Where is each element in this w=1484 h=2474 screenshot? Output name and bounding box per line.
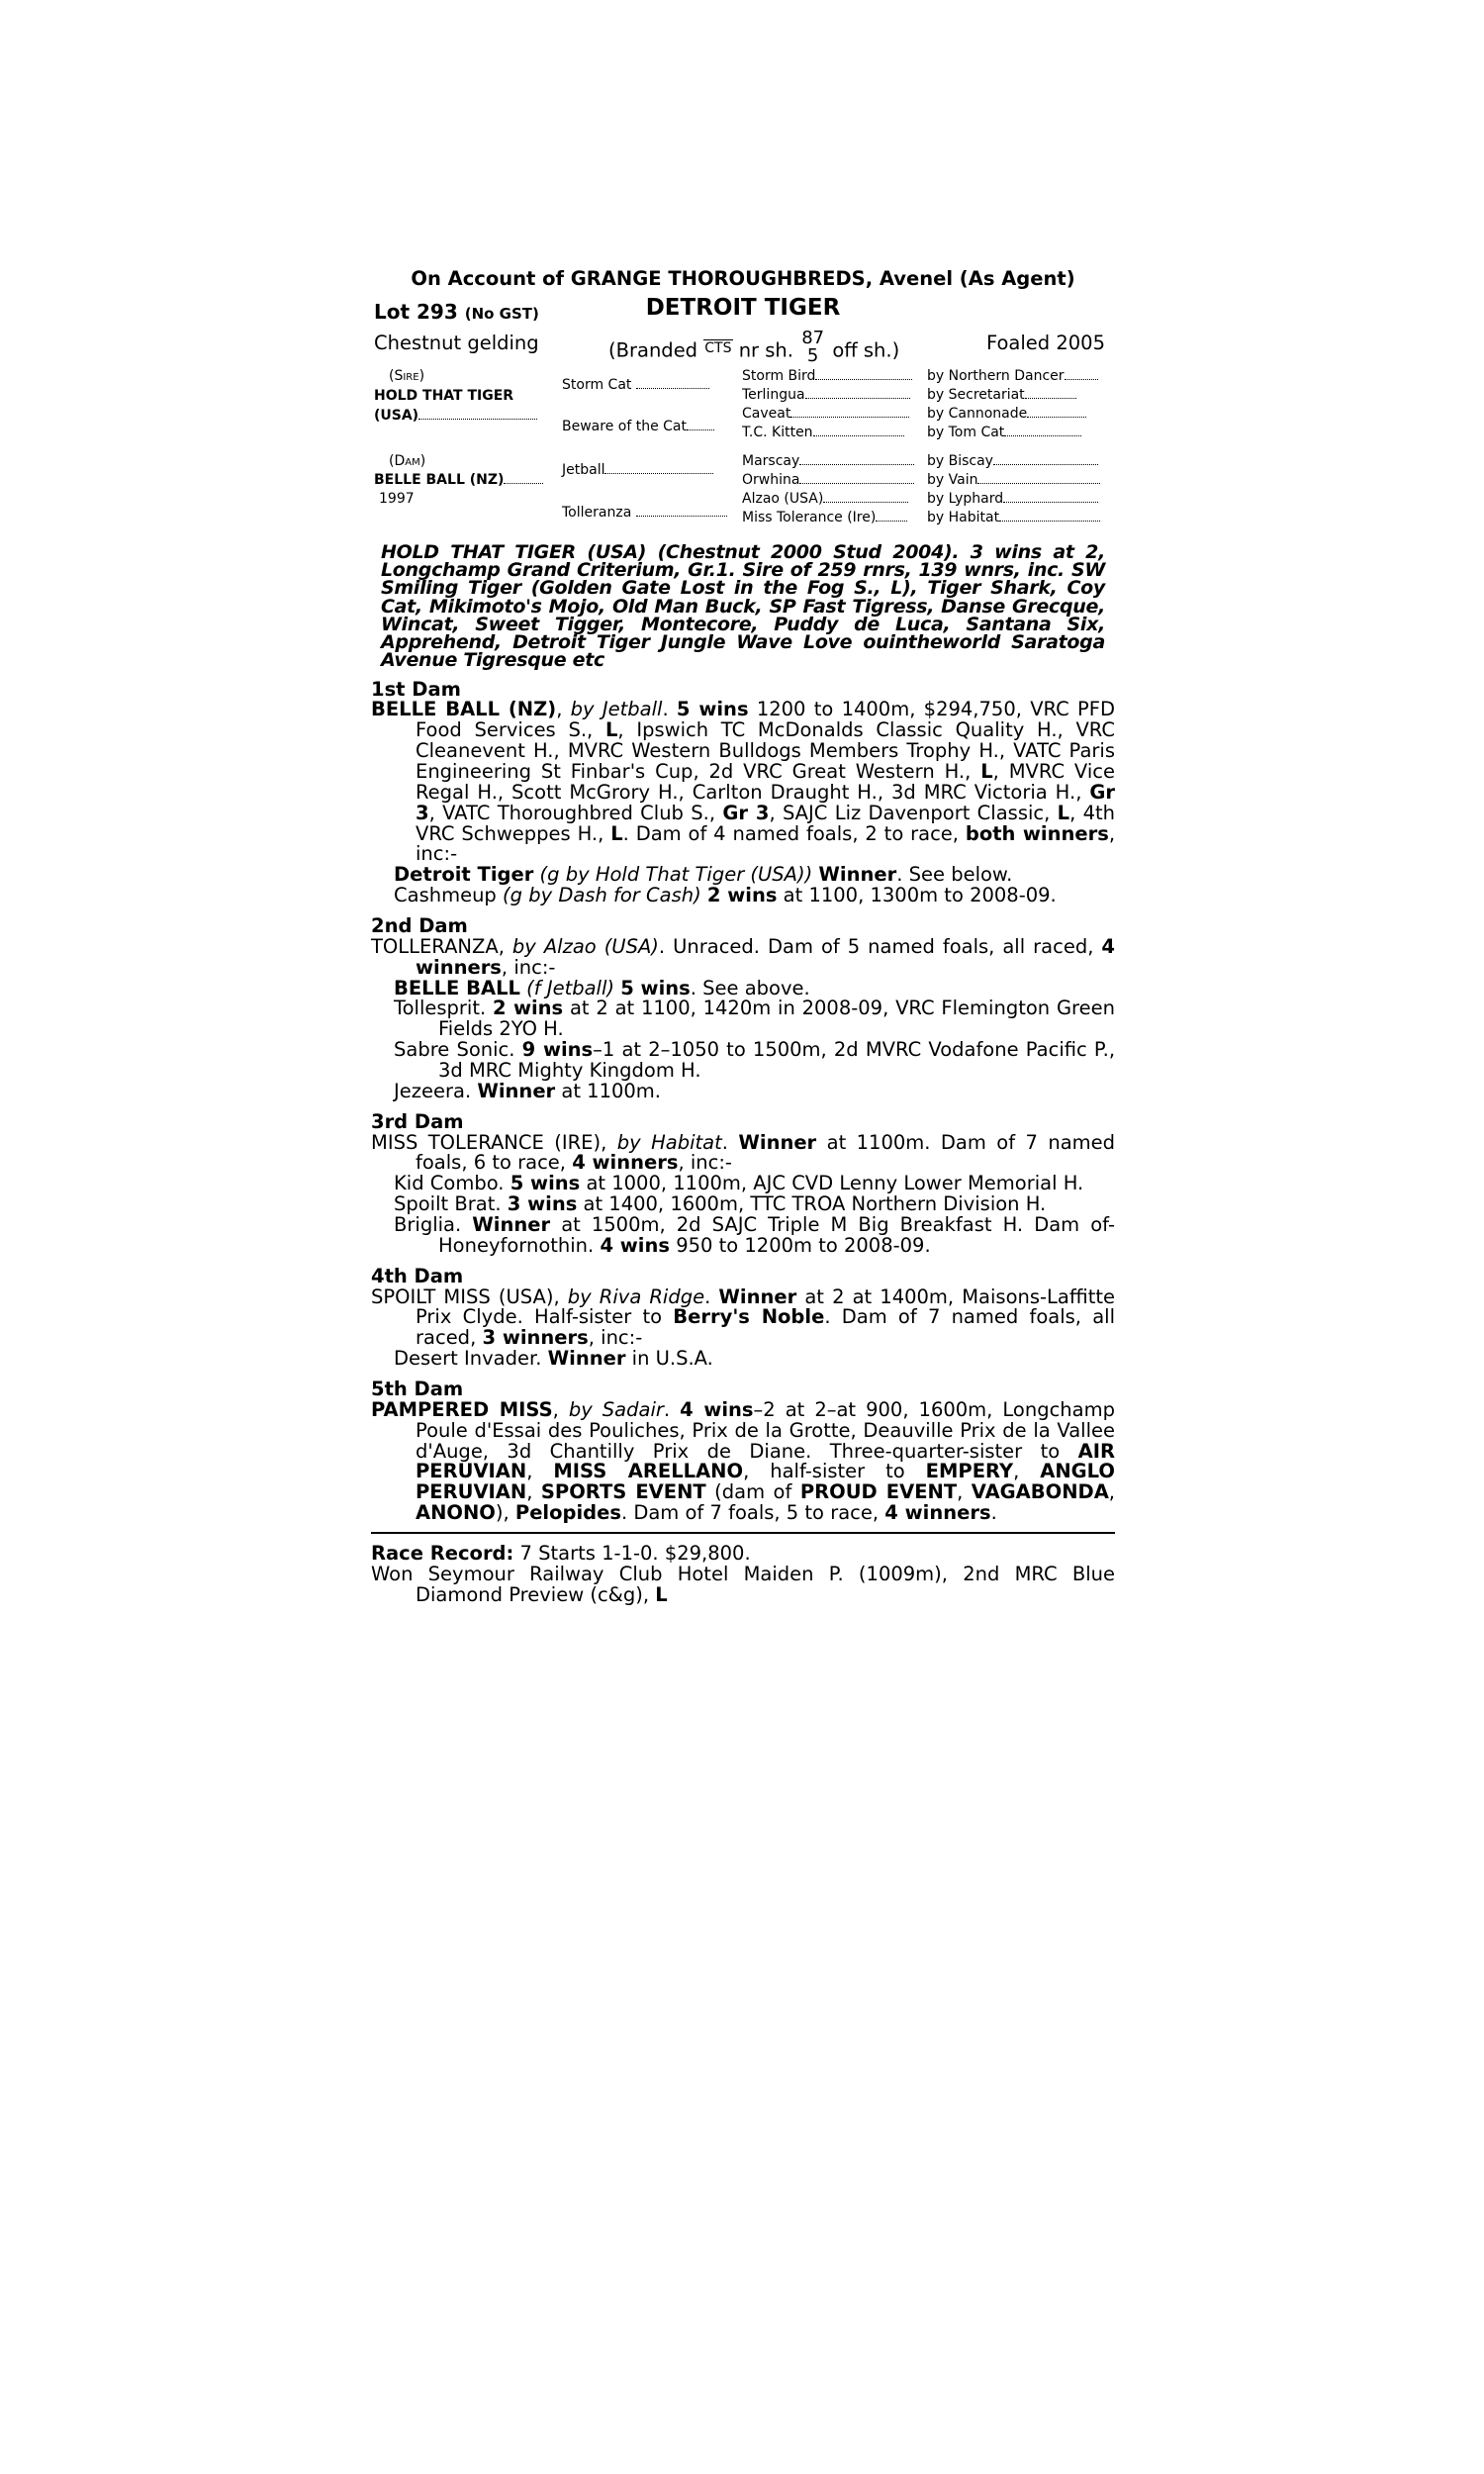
- dam-wins: Winner: [738, 1130, 817, 1154]
- great-name: Caveat: [742, 405, 791, 422]
- text: at 1000, 1100m, AJC CVD Lenny Lower Memorial H.: [586, 1172, 1084, 1195]
- section-heading: 1st Dam: [371, 677, 461, 701]
- group-mark: Gr 3: [416, 780, 1115, 824]
- great-1: [742, 369, 912, 384]
- ggreat-6: [927, 473, 1100, 488]
- great-5: [742, 454, 914, 469]
- sibling-name: VAGABONDA: [971, 1480, 1109, 1504]
- dam-wins: 5 wins: [676, 698, 749, 721]
- sibling-name: EMPERY: [925, 1460, 1014, 1483]
- grand-sire-dam: [562, 420, 714, 434]
- progeny-name: Jezeera.: [394, 1079, 472, 1102]
- lot-label: Lot 293: [374, 299, 458, 324]
- colour-sex: Chestnut gelding: [374, 331, 539, 354]
- brand-mark: [703, 341, 732, 356]
- sibling-name: MISS ARELLANO: [553, 1460, 744, 1483]
- sibling-name: ANONO: [416, 1501, 496, 1525]
- ggreat-name: by Vain: [927, 471, 978, 488]
- dam-name: PAMPERED MISS: [371, 1397, 553, 1421]
- text: , inc:-: [588, 1326, 643, 1350]
- text: at 1100m. Dam of 7 named foals, 6 to race,: [416, 1130, 1116, 1175]
- brand-mid: nr sh.: [738, 338, 793, 362]
- text: , MVRC Vice Regal H., Scott McGrory H., Carlton Draught H., 3d MRC Victoria H.,: [416, 759, 1115, 804]
- gst-note: (No GST): [464, 304, 539, 323]
- brand-top: 87: [801, 327, 825, 348]
- text: in U.S.A.: [631, 1347, 713, 1371]
- ggreat-name: by Biscay: [927, 452, 993, 469]
- text: . Dam of 7 foals, 5 to race,: [620, 1501, 880, 1525]
- grand-progeny-name: Honeyfornothin.: [438, 1233, 595, 1257]
- brand-prefix: (Branded: [608, 338, 698, 362]
- section-heading: 4th Dam: [371, 1264, 464, 1287]
- progeny-entry: [371, 1194, 1115, 1215]
- text: (dam of: [714, 1480, 792, 1504]
- progeny-sire: (g by Hold That Tiger (USA)): [539, 863, 813, 887]
- progeny-wins: 3 wins: [507, 1192, 578, 1216]
- dam-sire: by Alzao (USA): [511, 934, 659, 958]
- first-dam-section: [371, 677, 1116, 907]
- winners-count: 4 winners: [416, 934, 1115, 979]
- dam-name: [374, 473, 543, 488]
- progeny-entry: [371, 999, 1115, 1040]
- text: –1 at 2–1050 to 1500m, 2d MVRC Vodafone Pacific P., 3d MRC Mighty Kingdom H.: [438, 1038, 1116, 1082]
- dam-record: [371, 934, 1115, 979]
- ggreat-name: by Habitat: [927, 509, 1000, 525]
- grand-name: Jetball: [562, 461, 605, 478]
- text: , SAJC Liz Davenport Classic,: [769, 801, 1051, 824]
- sire-country: [374, 409, 537, 424]
- ggreat-name: by Lyphard: [927, 490, 1004, 507]
- text: at 2 at 1100, 1420m in 2008-09, VRC Flemington Green Fields 2YO H.: [438, 997, 1115, 1041]
- ggreat-name: by Secretariat: [927, 386, 1025, 403]
- horse-name: DETROIT TIGER: [645, 294, 841, 321]
- progeny-entry: [371, 976, 1115, 999]
- horse-details: [371, 326, 1115, 366]
- sibling-name: Pelopides: [514, 1501, 621, 1525]
- dam-sire: by Habitat: [616, 1130, 722, 1154]
- sire-country-text: (USA): [374, 407, 419, 424]
- progeny-wins: Winner: [818, 863, 897, 887]
- great-name: T.C. Kitten: [742, 424, 813, 440]
- text: , inc:-: [501, 955, 556, 979]
- text: at 2 at 1400m, Maisons-Laffitte Prix Clyde. Half-sister to: [416, 1285, 1116, 1329]
- text: , inc:-: [416, 821, 1116, 866]
- race-record-section: [371, 1544, 1115, 1606]
- divider: [371, 1532, 1115, 1534]
- dam-name: TOLLERANZA,: [371, 934, 505, 958]
- progeny-name: Cashmeup: [394, 884, 497, 907]
- pedigree-table: [371, 367, 1115, 531]
- race-record: [371, 1544, 1115, 1565]
- progeny-name: BELLE BALL: [394, 976, 520, 999]
- sibling-name: AIR PERUVIAN: [416, 1439, 1116, 1483]
- text: , half-sister to: [743, 1460, 905, 1483]
- section-heading: 5th Dam: [371, 1378, 464, 1400]
- progeny-entry: [371, 886, 1115, 906]
- progeny-entry: [371, 865, 1115, 886]
- great-6: [742, 473, 914, 488]
- text: at 1500m, 2d SAJC Triple M Big Breakfast H. Dam of-: [561, 1212, 1115, 1236]
- ggreat-name: by Northern Dancer: [927, 367, 1065, 384]
- section-heading: 2nd Dam: [371, 913, 468, 937]
- dam-year: 1997: [379, 490, 415, 507]
- dam-sire: by Riva Ridge: [567, 1285, 705, 1308]
- brand-suffix: off sh.): [832, 338, 900, 362]
- dam-record: SPOILT MISS (USA), by Riva Ridge. Winner at 2 at 1400m, Maisons-Laffitte Prix Clyde. Half-sister to Berry's Noble. Dam of 7 named foals, all raced, 3 winners, inc:-: [371, 1285, 1116, 1350]
- text: 950 to 1200m to 2008-09.: [676, 1233, 931, 1257]
- winners-count: 4 winners: [572, 1151, 679, 1175]
- listed-mark: L: [604, 718, 618, 742]
- listed-mark: L: [1057, 801, 1070, 824]
- vendor-line: On Account of GRANGE THOROUGHBREDS, Avenel (As Agent): [411, 267, 1075, 290]
- great-name: Orwhina: [742, 471, 800, 488]
- text: , Ipswich TC McDonalds Classic Quality H., VRC Cleanevent H., MVRC Western Bulldogs Members Trophy H., VATC Paris Engineering St Finbar's Cup, 2d VRC Great Western H.,: [416, 718, 1115, 783]
- dam-sire: by Jetball: [570, 698, 663, 721]
- progeny-sire: (g by Dash for Cash): [503, 884, 701, 907]
- brand-bottom: 5: [806, 344, 819, 366]
- race-record-label: Race Record:: [371, 1542, 514, 1566]
- grand-dam-dam: [562, 506, 727, 521]
- text: .: [990, 1501, 997, 1525]
- progeny-entry: [371, 1174, 1115, 1194]
- text: . Dam of 7 named foals, all raced,: [416, 1305, 1116, 1350]
- progeny-name: Briglia.: [394, 1212, 462, 1236]
- great-name: Terlingua: [742, 386, 805, 403]
- progeny-wins: Winner: [547, 1347, 626, 1371]
- foaled-year: Foaled 2005: [985, 331, 1105, 354]
- great-8: [742, 511, 907, 525]
- text: . See below.: [896, 863, 1013, 887]
- text: . Dam of 4 named foals, 2 to race,: [622, 821, 959, 845]
- text: –2 at 2–at 900, 1600m, Longchamp Poule d'Essai des Pouliches, Prix de la Grotte, Deauville Prix de la Vallee d'Auge, 3d Chantilly Prix de Diane. Three-quarter-sister to: [416, 1397, 1115, 1463]
- progeny-sire: (f Jetball): [526, 976, 614, 999]
- progeny-wins: 5 wins: [510, 1172, 581, 1195]
- listed-mark: L: [980, 759, 993, 783]
- winners-count: both winners: [965, 821, 1109, 845]
- ggreat-1: [927, 369, 1098, 384]
- dam-wins: Winner: [718, 1285, 797, 1308]
- dam-name: BELLE BALL (NZ): [371, 698, 557, 721]
- progeny-wins: 2 wins: [706, 884, 778, 907]
- great-name: Storm Bird: [742, 367, 816, 384]
- progeny-wins: 2 wins: [493, 997, 564, 1020]
- progeny-name: Detroit Tiger: [394, 863, 534, 887]
- section-heading: 3rd Dam: [371, 1109, 464, 1133]
- grand-name: Storm Cat: [562, 376, 632, 393]
- fourth-dam-section: [371, 1264, 1116, 1371]
- great-name: Miss Tolerance (Ire): [742, 509, 877, 525]
- race-record-value: 7 Starts 1-1-0. $29,800.: [519, 1542, 751, 1566]
- ggreat-4: [927, 426, 1081, 440]
- dam-name: MISS TOLERANCE (IRE),: [371, 1130, 607, 1154]
- text: Won Seymour Railway Club Hotel Maiden P. (1009m), 2nd MRC Blue Diamond Preview (c&g),: [371, 1562, 1115, 1606]
- dam-name-text: BELLE BALL (NZ): [374, 471, 505, 488]
- ggreat-7: [927, 492, 1098, 507]
- progeny-wins: 5 wins: [620, 976, 691, 999]
- text: , inc:-: [678, 1151, 732, 1175]
- ggreat-8: [927, 511, 1100, 525]
- grand-sire-sire: [562, 378, 709, 393]
- progeny-name: Kid Combo.: [394, 1172, 505, 1195]
- brand-fraction: [801, 327, 825, 366]
- progeny-name: Spoilt Brat.: [394, 1192, 502, 1216]
- sire-label: (Sire): [389, 367, 425, 384]
- progeny-entry: [371, 1079, 1115, 1102]
- progeny-name: Tollesprit.: [394, 997, 487, 1020]
- great-name: Marscay: [742, 452, 800, 469]
- progeny-wins: Winner: [477, 1079, 556, 1102]
- brand-mark-text: CTS: [704, 340, 732, 357]
- progeny-entry: [371, 1212, 1115, 1257]
- great-2: [742, 388, 910, 403]
- sire-notes: HOLD THAT TIGER (USA) (Chestnut 2000 Stud 2004). 3 wins at 2, Longchamp Grand Criterium, Gr.1. Sire of 259 rnrs, 139 wnrs, inc. SW Smiling Tiger (Golden Gate Lost in the Fog S., L), Tiger Shark, Coy Cat, Mikimoto's Mojo, Old Man Buck, SP Fast Tigress, Danse Grecque, Wincat, Sweet Tigger, Montecore, Puddy de Luca, Santana Six, Apprehend, Detroit Tiger Jungle Wave Love ouintheworld Saratoga Avenue Tigresque etc: [381, 540, 1105, 672]
- dam-label: (Dam): [389, 452, 426, 469]
- listed-mark: L: [655, 1582, 668, 1606]
- winners-count: 4 winners: [884, 1501, 991, 1525]
- progeny-wins: 4 wins: [600, 1233, 670, 1257]
- sibling-name: PROUD EVENT: [799, 1480, 958, 1504]
- great-3: [742, 407, 909, 422]
- ggreat-3: [927, 407, 1086, 422]
- brand-description: [608, 327, 900, 369]
- text: , 4th VRC Schweppes H.,: [416, 801, 1115, 845]
- great-4: [742, 426, 904, 440]
- progeny-wins: Winner: [472, 1212, 551, 1236]
- text: at 1400, 1600m, TTC TROA Northern Division H.: [583, 1192, 1047, 1216]
- dam-name: SPOILT MISS (USA),: [371, 1285, 560, 1308]
- ggreat-5: [927, 454, 1098, 469]
- great-name: Alzao (USA): [742, 490, 824, 507]
- progeny-name: Desert Invader.: [394, 1347, 542, 1371]
- text: at 1100m.: [561, 1079, 661, 1102]
- progeny-entry: [371, 1349, 1115, 1370]
- winners-count: 3 winners: [482, 1326, 589, 1350]
- race-record-detail: [371, 1562, 1115, 1606]
- catalogue-page: [371, 269, 1115, 1606]
- text: , VATC Thoroughbred Club S.,: [428, 801, 716, 824]
- dam-record: PAMPERED MISS, by Sadair. 4 wins–2 at 2–at 900, 1600m, Longchamp Poule d'Essai des Pouliches, Prix de la Grotte, Deauville Prix de la Vallee d'Auge, 3d Chantilly Prix de Diane. Three-quarter-sister to AIR PERUVIAN, MISS ARELLANO, half-sister to EMPERY, ANGLO PERUVIAN, SPORTS EVENT (dam of PROUD EVENT, VAGABONDA, ANONO), Pelopides. Dam of 7 foals, 5 to race, 4 winners.: [371, 1397, 1116, 1525]
- text: . Unraced. Dam of 5 named foals, all raced,: [658, 934, 1094, 958]
- ggreat-2: [927, 388, 1076, 403]
- progeny-entry: [371, 1040, 1115, 1082]
- progeny-wins: 9 wins: [521, 1038, 594, 1062]
- second-dam-section: [371, 913, 1116, 1102]
- great-7: [742, 492, 908, 507]
- grand-dam-sire: [562, 463, 713, 478]
- progeny-name: Sabre Sonic.: [394, 1038, 515, 1062]
- ggreat-name: by Cannonade: [927, 405, 1028, 422]
- listed-mark: L: [610, 821, 623, 845]
- dam-record: BELLE BALL (NZ), by Jetball. 5 wins 1200 to 1400m, $294,750, VRC PFD Food Services S., L, Ipswich TC McDonalds Classic Quality H., VRC Cleanevent H., MVRC Western Bulldogs Members Trophy H., VATC Paris Engineering St Finbar's Cup, 2d VRC Great Western H., L, MVRC Vice Regal H., Scott McGrory H., Carlton Draught H., 3d MRC Victoria H., Gr 3, VATC Thoroughbred Club S., Gr 3, SAJC Liz Davenport Classic, L, 4th VRC Schweppes H., L. Dam of 4 named foals, 2 to race, both winners, inc:-: [371, 698, 1116, 866]
- third-dam-section: [371, 1109, 1116, 1257]
- text: at 1100, 1300m to 2008-09.: [783, 884, 1057, 907]
- lot-header: [371, 296, 1115, 324]
- text: 1200 to 1400m, $294,750, VRC PFD Food Services S.,: [416, 698, 1115, 742]
- sibling-name: ANGLO PERUVIAN: [416, 1460, 1115, 1504]
- grand-name: Tolleranza: [562, 504, 632, 521]
- sire-name: HOLD THAT TIGER: [374, 387, 514, 404]
- ggreat-name: by Tom Cat: [927, 424, 1005, 440]
- sibling-name: SPORTS EVENT: [540, 1480, 706, 1504]
- dam-sire: by Sadair: [568, 1397, 664, 1421]
- text: ),: [495, 1501, 510, 1525]
- grand-name: Beware of the Cat: [562, 418, 687, 434]
- group-mark: Gr 3: [722, 801, 770, 824]
- text: . See above.: [690, 976, 810, 999]
- fifth-dam-section: [371, 1380, 1115, 1524]
- dam-record: MISS TOLERANCE (IRE), by Habitat. Winner at 1100m. Dam of 7 named foals, 6 to race, 4 winners, inc:-: [371, 1130, 1116, 1175]
- sibling-name: Berry's Noble: [673, 1305, 825, 1329]
- dam-wins: 4 wins: [680, 1397, 754, 1421]
